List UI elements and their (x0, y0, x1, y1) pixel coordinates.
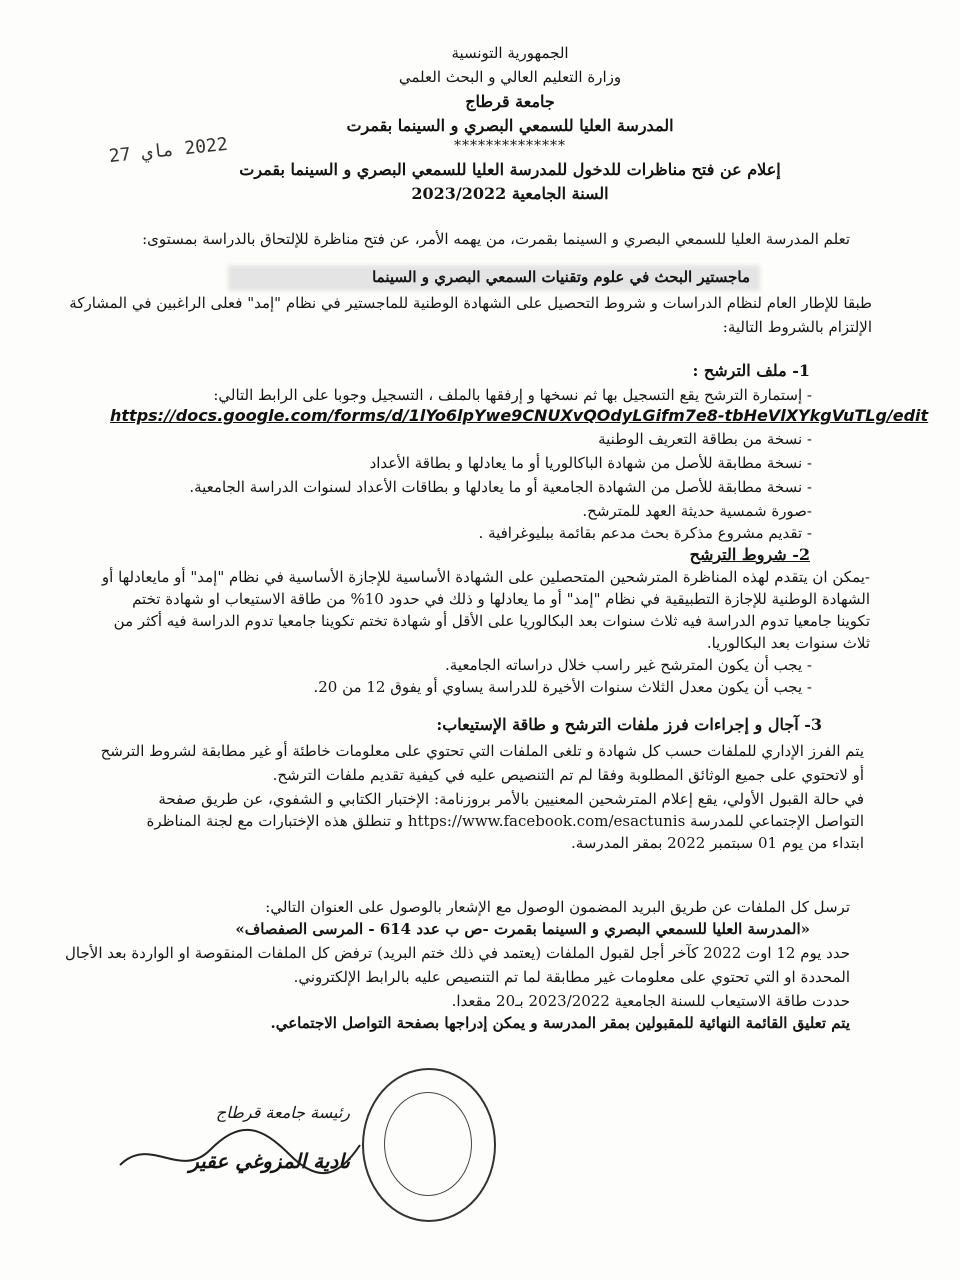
section3-line-3: في حالة القبول الأولي، يقع إعلام المترشحين المعنيين بالأمر بروزنامة: الإختبار الكتابي و الشفوي، عن طريق صفحة (158, 790, 864, 808)
announcement-title: إعلام عن فتح مناظرات للدخول للمدرسة العليا للسمعي البصري و السينما بقمرت (239, 160, 781, 179)
header-stars: ************** (454, 138, 566, 154)
registration-form-link[interactable]: https://docs.google.com/forms/d/1lYo6lpYwe9CNUXvQOdyLGifm7e8-tbHeVlXYkgVuTLg/edit (110, 406, 929, 425)
mail-capacity: حددت طاقة الاستيعاب للسنة الجامعية 2023/2022 بـ20 مقعدا. (451, 992, 850, 1010)
section1-item-1: - نسخة من بطاقة التعريف الوطنية (598, 430, 812, 448)
section3-title: 3- آجال و إجراءات فرز ملفات الترشح و طاقة الإستيعاب: (436, 715, 822, 734)
header-university: جامعة قرطاج (465, 92, 555, 111)
section2-title: 2- شروط الترشح (689, 545, 810, 564)
header-ministry: وزارة التعليم العالي و البحث العلمي (398, 68, 622, 86)
mail-line-3: حدد يوم 12 اوت 2022 كآخر أجل لقبول الملفات (يعتمد في ذلك ختم البريد) ترفض كل الملفات المنقوصة او الواردة بعد الأجال (65, 944, 850, 962)
header-school: المدرسة العليا للسمعي البصري و السينما بقمرت (346, 116, 674, 135)
section3-line-5: ابتداء من يوم 01 سبتمبر 2022 بمقر المدرسة. (570, 834, 864, 852)
section2-line-4: ثلاث سنوات بعد البكالوريا. (706, 634, 870, 652)
section1-line-1: - إستمارة الترشح يقع التسجيل بها ثم نسخها و إرفقها بالملف ، التسجيل وجوبا على الرابط التالي: (213, 386, 812, 404)
section2-line-1: -يمكن ان يتقدم لهذه المناظرة المترشحين المتحصلين على الشهادة الأساسية للإجازة الأساسية في نظام "إمد" أو مايعادلها أو (101, 568, 870, 586)
section2-line-5: - يجب أن يكون المترشح غير راسب خلال دراساته الجامعية. (445, 656, 812, 674)
section1-title: 1- ملف الترشح : (692, 361, 810, 380)
mail-line-4: المحددة او التي تحتوي على معلومات غير مطابقة لما تم التنصيص عليه بالرابط الإلكتروني. (293, 968, 850, 986)
section2-line-2: الشهادة الوطنية للإجازة التطبيقية في نظام "إمد" أو ما يعادلها و ذلك في حدود 10% من طاقة الاستيعاب او شهادة تختم (132, 590, 870, 608)
handwritten-date: 2022 ماي 27 (107, 133, 229, 168)
signature-name: نادية المزوغي عقير (189, 1149, 350, 1173)
section2-line-3: تكوينا جامعيا تدوم الدراسة فيه ثلاث سنوات بعد البكالوريا على الأقل أو شهادة تختم تكوينا جامعيا تدوم الدراسة فيه أكثر من (113, 612, 870, 630)
section2-line-6: - يجب أن يكون معدل الثلاث سنوات الأخيرة للدراسة يساوي أو يفوق 12 من 20. (313, 678, 812, 696)
program-title: ماجستير البحث في علوم وتقنيات السمعي البصري و السينما (372, 268, 750, 286)
intro-text: تعلم المدرسة العليا للسمعي البصري و السينما بقمرت، من يهمه الأمر، عن فتح مناظرة للإلتحاق بالدراسة بمستوى: (142, 230, 850, 248)
official-stamp (362, 1068, 496, 1222)
section1-item-3: - نسخة مطابقة للأصل من الشهادة الجامعية أو ما يعادلها و بطاقات الأعداد لسنوات الدراسة الجامعية. (189, 478, 812, 496)
mail-address: «المدرسة العليا للسمعي البصري و السينما بقمرت -ص ب عدد 614 - المرسى الصفصاف» (235, 920, 810, 938)
section3-line-1: يتم الفرز الإداري للملفات حسب كل شهادة و تلغى الملفات التي تحتوي على معلومات خاطئة أو غير مطابقة لشروط الترشح (100, 742, 864, 760)
signature-title: رئيسة جامعة قرطاج (215, 1103, 350, 1122)
section1-item-4: -صورة شمسية حديثة العهد للمترشح. (582, 502, 812, 520)
framework-line-2: الإلتزام بالشروط التالية: (722, 318, 872, 336)
section3-line-4: التواصل الإجتماعي للمدرسة https://www.facebook.com/esactunis و تنطلق هذه الإختبارات مع لجنة المناظرة (146, 812, 864, 830)
mail-final-list: يتم تعليق القائمة النهائية للمقبولين بمقر المدرسة و يمكن إدراجها بصفحة التواصل الاجتماعي. (270, 1014, 850, 1032)
mail-line-1: ترسل كل الملفات عن طريق البريد المضمون الوصول مع الإشعار بالوصول على العنوان التالي: (265, 898, 850, 916)
header-republic: الجمهورية التونسية (451, 44, 569, 62)
section1-item-2: - نسخة مطابقة للأصل من شهادة الباكالوريا أو ما يعادلها و بطاقة الأعداد (369, 454, 812, 472)
section1-item-5: - تقديم مشروع مذكرة بحث مدعم بقائمة ببليوغرافية . (478, 524, 812, 542)
stamp-inner-ring (384, 1092, 472, 1196)
framework-line-1: طبقا للإطار العام لنظام الدراسات و شروط التحصيل على الشهادة الوطنية للماجستير في نظام "إمد" فعلى الراغبين في المشاركة (69, 294, 872, 312)
section3-line-2: أو لاتحتوي على جميع الوثائق المطلوبة وفقا لم تم التنصيص عليه في كيفية تقديم ملفات الترشح. (272, 766, 864, 784)
handwritten-signature (110, 1095, 370, 1185)
announcement-year: السنة الجامعية 2023/2022 (411, 184, 609, 203)
